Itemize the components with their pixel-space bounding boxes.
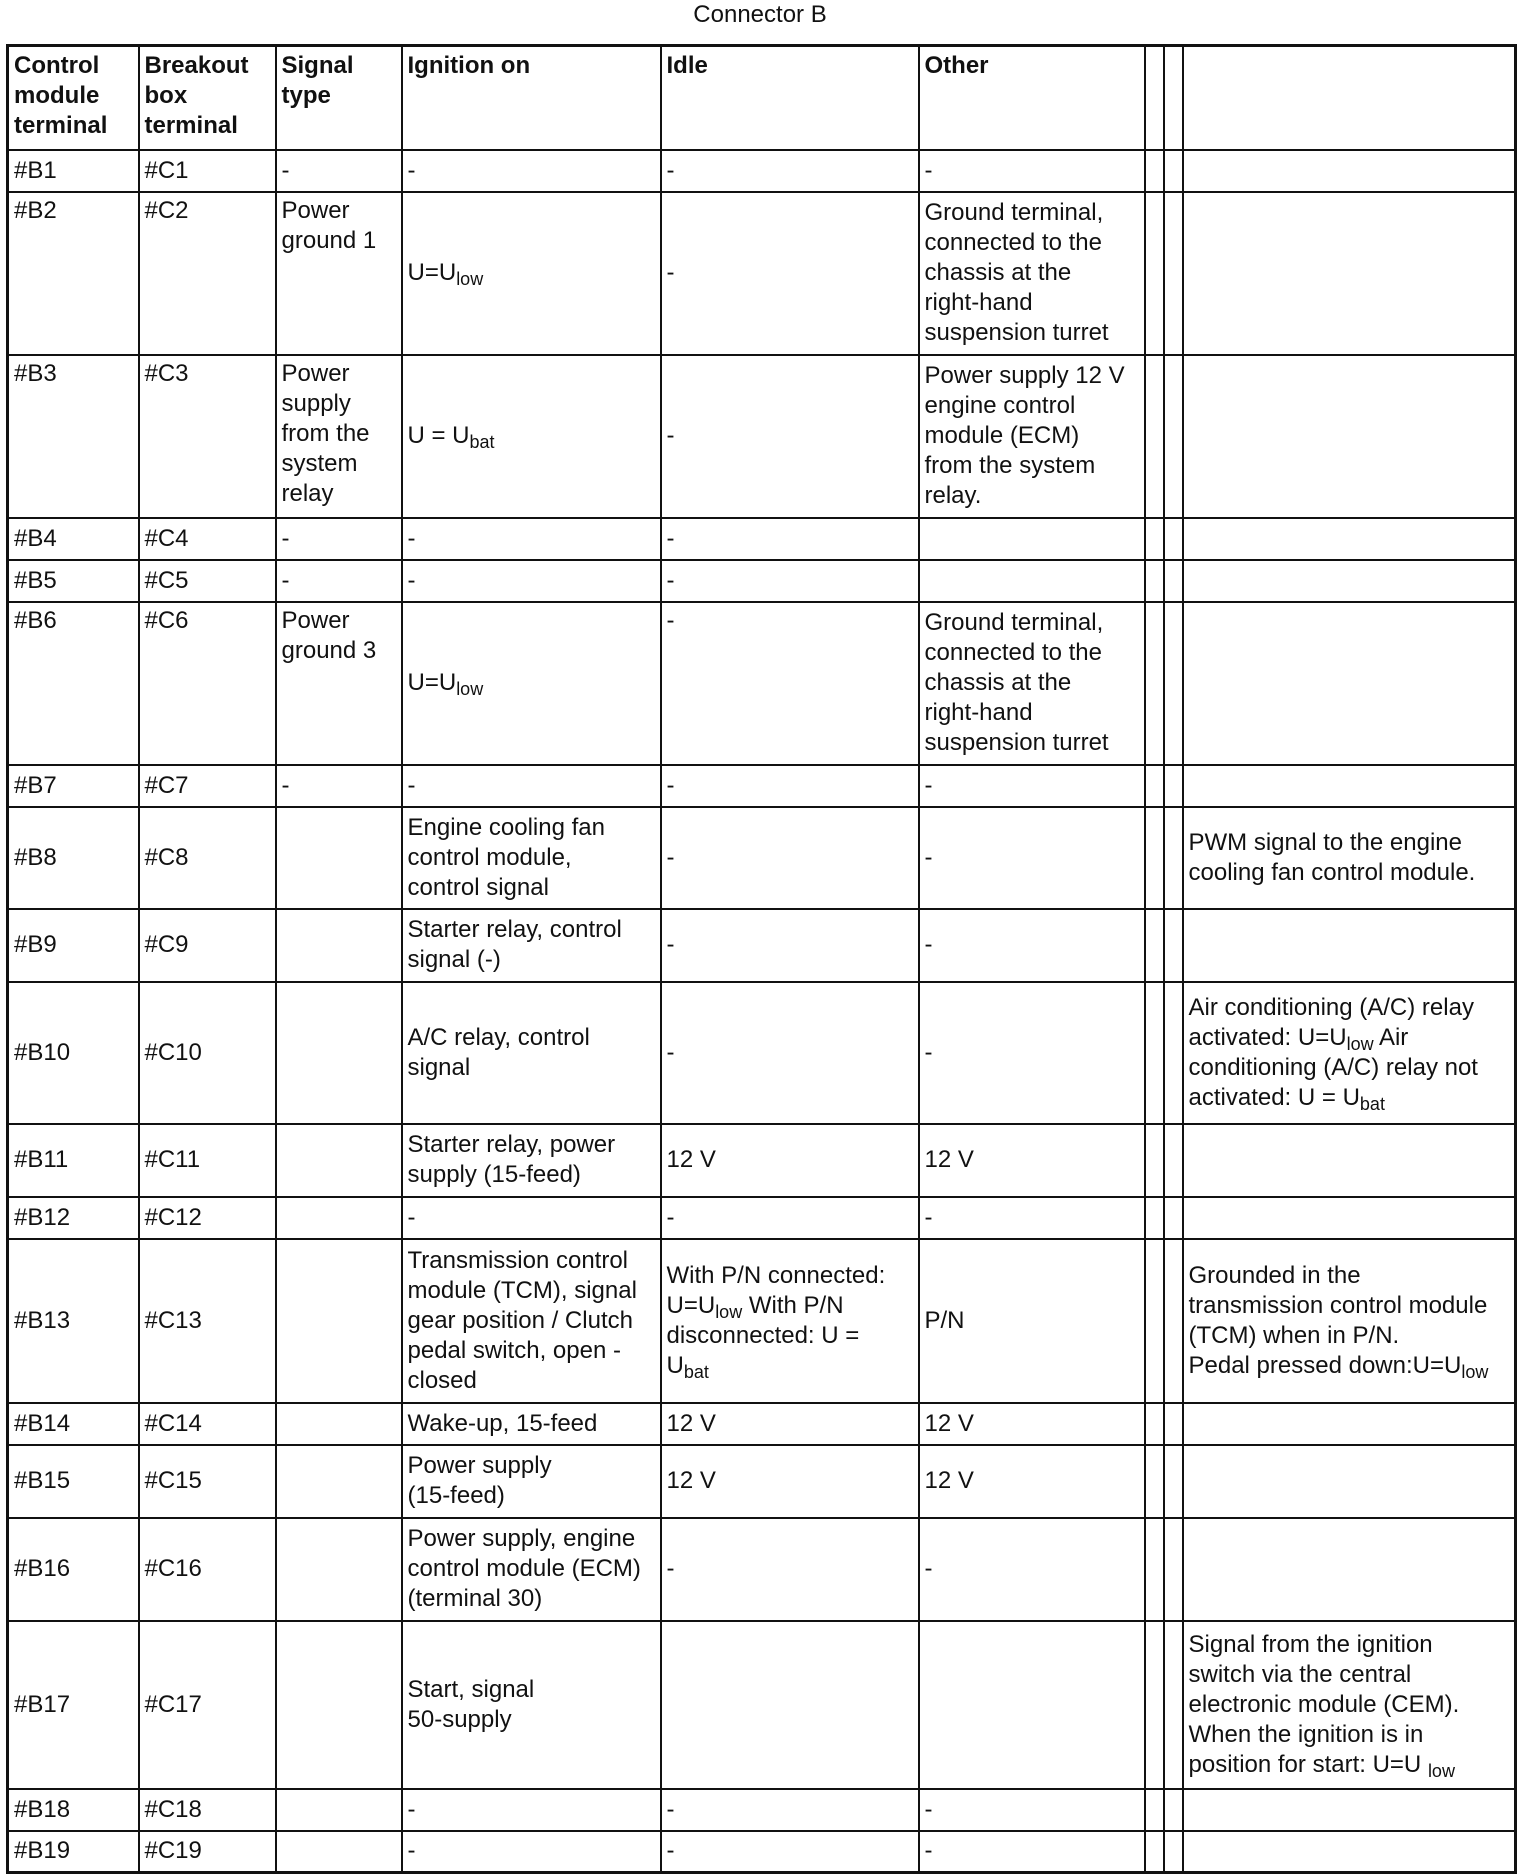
notes-cell	[1183, 765, 1516, 807]
formula-subscript: low	[456, 269, 484, 289]
header-notes	[1183, 46, 1516, 150]
blank-cell	[1145, 765, 1164, 807]
notes-cell	[1183, 1518, 1516, 1621]
terminal-cell: #B11	[8, 1124, 139, 1197]
other-cell: -	[919, 150, 1145, 192]
blank-cell	[1145, 192, 1164, 355]
terminal-cell: #B13	[8, 1239, 139, 1403]
signal-cell	[276, 1197, 402, 1239]
blank-cell	[1145, 1831, 1164, 1873]
breakout-cell: #C6	[139, 602, 276, 765]
signal-cell: -	[276, 518, 402, 560]
terminal-cell: #B1	[8, 150, 139, 192]
other-cell: -	[919, 1518, 1145, 1621]
blank-cell	[1164, 192, 1183, 355]
terminal-cell: #B9	[8, 909, 139, 982]
notes-cell	[1183, 1831, 1516, 1873]
other-cell: -	[919, 1831, 1145, 1873]
blank-cell	[1164, 560, 1183, 602]
ignition-cell	[402, 355, 661, 518]
other-cell: -	[919, 982, 1145, 1124]
notes-cell	[1183, 1239, 1516, 1403]
other-cell: -	[919, 1197, 1145, 1239]
formula-subscript: low	[456, 679, 484, 699]
notes-cell	[1183, 1621, 1516, 1789]
idle-cell	[661, 1239, 919, 1403]
table-row	[8, 560, 1516, 602]
notes-cell	[1183, 602, 1516, 765]
blank-cell	[1145, 602, 1164, 765]
formula-subscript: low	[1461, 1361, 1489, 1382]
signal-cell: -	[276, 560, 402, 602]
blank-cell	[1145, 150, 1164, 192]
notes-cell	[1183, 1124, 1516, 1197]
ignition-cell: Transmission control module (TCM), signal gear position / Clutch pedal switch, open - closed	[402, 1239, 661, 1403]
signal-cell	[276, 1124, 402, 1197]
other-cell: Power supply 12 V engine control module (ECM) from the system relay.	[919, 355, 1145, 518]
other-cell	[919, 560, 1145, 602]
table-row	[8, 909, 1516, 982]
idle-cell: -	[661, 1789, 919, 1831]
other-cell: P/N	[919, 1239, 1145, 1403]
notes-cell: PWM signal to the engine cooling fan control module.	[1183, 807, 1516, 909]
header-idle: Idle	[661, 46, 919, 150]
header-other: Other	[919, 46, 1145, 150]
blank-cell	[1164, 355, 1183, 518]
breakout-cell: #C3	[139, 355, 276, 518]
blank-cell	[1164, 909, 1183, 982]
table-row	[8, 355, 1516, 518]
header-blank-2	[1164, 46, 1183, 150]
blank-cell	[1145, 518, 1164, 560]
blank-cell	[1164, 602, 1183, 765]
signal-cell	[276, 982, 402, 1124]
blank-cell	[1164, 1239, 1183, 1403]
blank-cell	[1145, 807, 1164, 909]
blank-cell	[1164, 518, 1183, 560]
other-cell: 12 V	[919, 1124, 1145, 1197]
breakout-cell: #C16	[139, 1518, 276, 1621]
notes-cell	[1183, 150, 1516, 192]
signal-cell	[276, 807, 402, 909]
breakout-cell: #C17	[139, 1621, 276, 1789]
breakout-cell: #C11	[139, 1124, 276, 1197]
signal-cell	[276, 1621, 402, 1789]
table-row	[8, 1445, 1516, 1518]
table-row	[8, 1403, 1516, 1445]
note-text: Grounded in the transmission control module (TCM) when in P/N.	[1188, 1261, 1488, 1349]
formula-text: U=U	[407, 669, 457, 696]
signal-cell: -	[276, 150, 402, 192]
blank-cell	[1164, 1518, 1183, 1621]
breakout-cell: #C15	[139, 1445, 276, 1518]
notes-cell	[1183, 560, 1516, 602]
idle-cell: -	[661, 765, 919, 807]
header-row	[8, 46, 1516, 150]
ignition-cell: -	[402, 1197, 661, 1239]
notes-cell	[1183, 355, 1516, 518]
blank-cell	[1145, 909, 1164, 982]
header-signal-type: Signal type	[276, 46, 402, 150]
table-row	[8, 982, 1516, 1124]
idle-cell: -	[661, 1197, 919, 1239]
formula-subscript: bat	[1359, 1093, 1385, 1114]
idle-cell: -	[661, 560, 919, 602]
table-row	[8, 518, 1516, 560]
idle-line: With P/N connected:	[666, 1261, 886, 1289]
breakout-cell: #C10	[139, 982, 276, 1124]
formula-subscript: low	[1427, 1760, 1455, 1781]
breakout-cell: #C12	[139, 1197, 276, 1239]
idle-cell: 12 V	[661, 1124, 919, 1197]
breakout-cell: #C7	[139, 765, 276, 807]
signal-cell	[276, 1789, 402, 1831]
blank-cell	[1164, 1445, 1183, 1518]
header-ignition-on: Ignition on	[402, 46, 661, 150]
blank-cell	[1145, 560, 1164, 602]
notes-cell	[1183, 1197, 1516, 1239]
breakout-cell: #C13	[139, 1239, 276, 1403]
blank-cell	[1164, 1789, 1183, 1831]
table-row	[8, 1518, 1516, 1621]
signal-cell	[276, 1403, 402, 1445]
ignition-cell: Wake-up, 15-feed	[402, 1403, 661, 1445]
signal-cell: -	[276, 765, 402, 807]
blank-cell	[1145, 1197, 1164, 1239]
ignition-cell: -	[402, 765, 661, 807]
idle-cell: -	[661, 1518, 919, 1621]
idle-line: With P/N	[742, 1291, 844, 1319]
formula-subscript: bat	[683, 1361, 709, 1382]
blank-cell	[1145, 1789, 1164, 1831]
note-line: activated: U=U	[1188, 1023, 1347, 1051]
idle-cell: -	[661, 1831, 919, 1873]
other-cell: 12 V	[919, 1445, 1145, 1518]
blank-cell	[1145, 1124, 1164, 1197]
note-line: Pedal pressed down:U=U	[1188, 1351, 1462, 1379]
ignition-cell: Start, signal 50-supply	[402, 1621, 661, 1789]
table-row	[8, 192, 1516, 355]
signal-cell: Power ground 3	[276, 602, 402, 765]
formula-text: U=U	[407, 259, 457, 286]
connector-table	[6, 44, 1517, 1874]
terminal-cell: #B14	[8, 1403, 139, 1445]
signal-cell: Power ground 1	[276, 192, 402, 355]
note-line: conditioning (A/C) relay not	[1188, 1053, 1478, 1081]
formula-text: U = U	[407, 422, 470, 449]
table-row	[8, 1197, 1516, 1239]
blank-cell	[1164, 150, 1183, 192]
idle-cell: -	[661, 150, 919, 192]
table-row	[8, 602, 1516, 765]
idle-cell: -	[661, 982, 919, 1124]
ignition-cell: -	[402, 1789, 661, 1831]
formula-subscript: bat	[469, 432, 495, 452]
terminal-cell: #B15	[8, 1445, 139, 1518]
terminal-cell: #B6	[8, 602, 139, 765]
breakout-cell: #C8	[139, 807, 276, 909]
ignition-cell: -	[402, 518, 661, 560]
idle-cell: 12 V	[661, 1445, 919, 1518]
ignition-cell: -	[402, 560, 661, 602]
ignition-cell: Starter relay, control signal (-)	[402, 909, 661, 982]
terminal-cell: #B18	[8, 1789, 139, 1831]
idle-cell: -	[661, 602, 919, 765]
other-cell: -	[919, 1789, 1145, 1831]
blank-cell	[1145, 1403, 1164, 1445]
other-cell	[919, 518, 1145, 560]
signal-cell	[276, 1831, 402, 1873]
signal-cell: Power supply from the system relay	[276, 355, 402, 518]
idle-cell: -	[661, 355, 919, 518]
other-cell	[919, 1621, 1145, 1789]
ignition-cell: Starter relay, power supply (15-feed)	[402, 1124, 661, 1197]
table-row	[8, 150, 1516, 192]
ignition-cell: Power supply (15-feed)	[402, 1445, 661, 1518]
breakout-cell: #C2	[139, 192, 276, 355]
other-cell: Ground terminal, connected to the chassis at the right-hand suspension turret	[919, 602, 1145, 765]
breakout-cell: #C18	[139, 1789, 276, 1831]
blank-cell	[1164, 765, 1183, 807]
breakout-cell: #C1	[139, 150, 276, 192]
other-cell: -	[919, 909, 1145, 982]
blank-cell	[1164, 982, 1183, 1124]
idle-cell: 12 V	[661, 1403, 919, 1445]
blank-cell	[1164, 1831, 1183, 1873]
idle-line: disconnected: U =	[666, 1321, 860, 1349]
header-breakout-box-terminal: Breakout box terminal	[139, 46, 276, 150]
ignition-cell: Power supply, engine control module (ECM) (terminal 30)	[402, 1518, 661, 1621]
table-row	[8, 1621, 1516, 1789]
terminal-cell: #B19	[8, 1831, 139, 1873]
ignition-cell: A/C relay, control signal	[402, 982, 661, 1124]
blank-cell	[1164, 1124, 1183, 1197]
note-line: position for start: U=U	[1188, 1750, 1428, 1778]
other-cell: 12 V	[919, 1403, 1145, 1445]
table-row	[8, 765, 1516, 807]
signal-cell	[276, 1518, 402, 1621]
note-line: Air conditioning (A/C) relay	[1188, 993, 1474, 1021]
terminal-cell: #B12	[8, 1197, 139, 1239]
idle-line: U=U	[666, 1291, 716, 1319]
table-row	[8, 807, 1516, 909]
idle-cell: -	[661, 192, 919, 355]
idle-cell: -	[661, 807, 919, 909]
blank-cell	[1145, 1621, 1164, 1789]
terminal-cell: #B8	[8, 807, 139, 909]
blank-cell	[1145, 1239, 1164, 1403]
blank-cell	[1145, 1518, 1164, 1621]
terminal-cell: #B3	[8, 355, 139, 518]
breakout-cell: #C5	[139, 560, 276, 602]
ignition-cell: -	[402, 150, 661, 192]
breakout-cell: #C19	[139, 1831, 276, 1873]
terminal-cell: #B2	[8, 192, 139, 355]
blank-cell	[1164, 1403, 1183, 1445]
other-cell: -	[919, 807, 1145, 909]
blank-cell	[1164, 807, 1183, 909]
table-row	[8, 1239, 1516, 1403]
breakout-cell: #C4	[139, 518, 276, 560]
note-line: Air	[1373, 1023, 1409, 1051]
ignition-cell	[402, 602, 661, 765]
notes-cell	[1183, 982, 1516, 1124]
blank-cell	[1164, 1197, 1183, 1239]
formula-subscript: low	[1346, 1033, 1374, 1054]
ignition-cell: Engine cooling fan control module, control signal	[402, 807, 661, 909]
blank-cell	[1145, 355, 1164, 518]
blank-cell	[1145, 982, 1164, 1124]
terminal-cell: #B16	[8, 1518, 139, 1621]
other-cell: Ground terminal, connected to the chassis at the right-hand suspension turret	[919, 192, 1145, 355]
idle-line: U	[666, 1351, 684, 1379]
blank-cell	[1145, 1445, 1164, 1518]
note-text: Signal from the ignition switch via the central electronic module (CEM). When the ignition is in	[1188, 1630, 1460, 1748]
table-row	[8, 1831, 1516, 1873]
table-row	[8, 1124, 1516, 1197]
notes-cell	[1183, 518, 1516, 560]
terminal-cell: #B4	[8, 518, 139, 560]
notes-cell	[1183, 192, 1516, 355]
signal-cell	[276, 909, 402, 982]
terminal-cell: #B10	[8, 982, 139, 1124]
idle-cell	[661, 1621, 919, 1789]
header-blank-1	[1145, 46, 1164, 150]
breakout-cell: #C14	[139, 1403, 276, 1445]
breakout-cell: #C9	[139, 909, 276, 982]
note-line: activated: U = U	[1188, 1083, 1360, 1111]
other-cell: -	[919, 765, 1145, 807]
signal-cell	[276, 1445, 402, 1518]
table-row	[8, 1789, 1516, 1831]
header-control-module-terminal: Control module terminal	[8, 46, 139, 150]
ignition-cell	[402, 192, 661, 355]
blank-cell	[1164, 1621, 1183, 1789]
page-title: Connector B	[693, 1, 827, 28]
ignition-cell: -	[402, 1831, 661, 1873]
idle-cell: -	[661, 518, 919, 560]
signal-cell	[276, 1239, 402, 1403]
notes-cell	[1183, 1403, 1516, 1445]
terminal-cell: #B5	[8, 560, 139, 602]
idle-cell: -	[661, 909, 919, 982]
terminal-cell: #B7	[8, 765, 139, 807]
formula-subscript: low	[715, 1301, 743, 1322]
notes-cell	[1183, 909, 1516, 982]
terminal-cell: #B17	[8, 1621, 139, 1789]
notes-cell	[1183, 1789, 1516, 1831]
notes-cell	[1183, 1445, 1516, 1518]
